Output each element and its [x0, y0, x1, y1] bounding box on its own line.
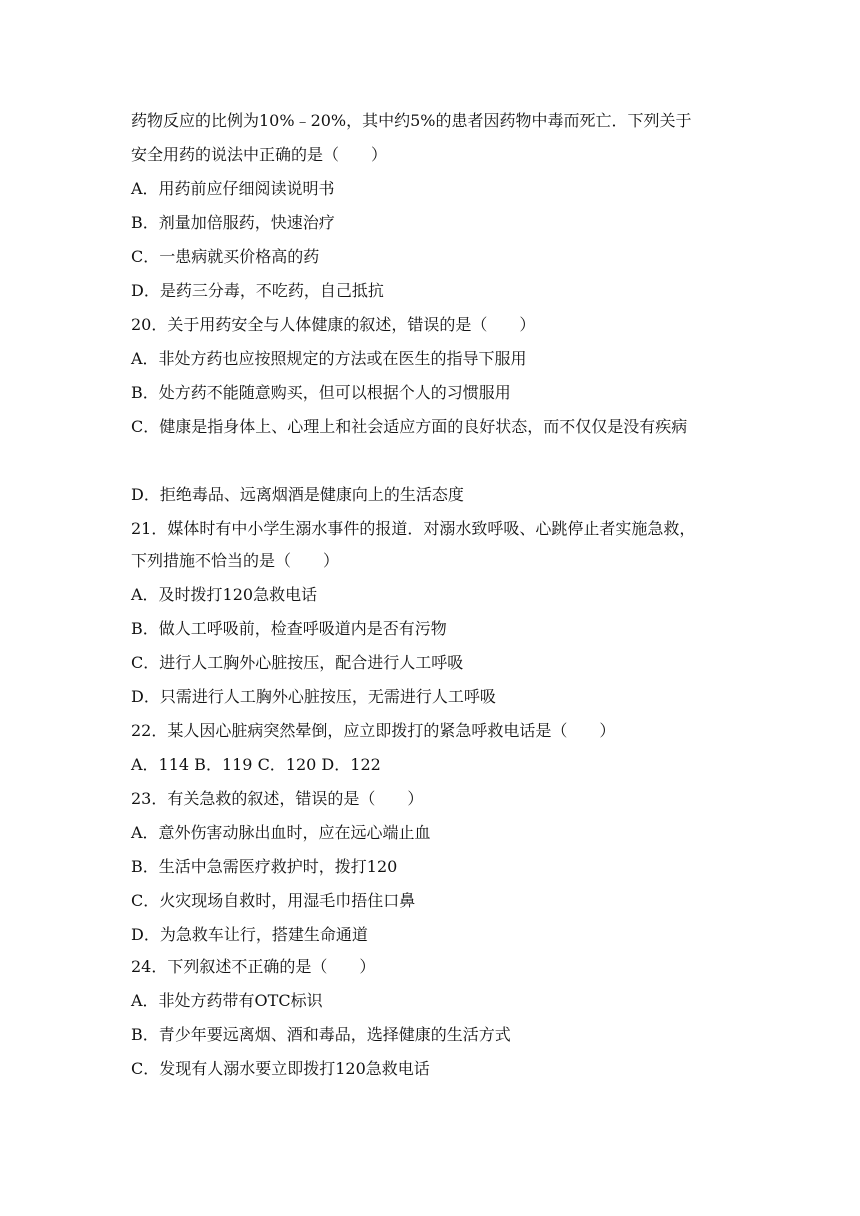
question-line: 23．有关急救的叙述，错误的是（ ） — [131, 789, 424, 808]
option-line: C．进行人工胸外心脏按压，配合进行人工呼吸 — [131, 653, 464, 672]
option-line: A．114 B．119 C．120 D．122 — [131, 755, 381, 774]
option-line: B．青少年要远离烟、酒和毒品，选择健康的生活方式 — [131, 1025, 511, 1044]
option-line: B．剂量加倍服药，快速治疗 — [131, 213, 335, 232]
option-line: A．意外伤害动脉出血时，应在远心端止血 — [131, 823, 431, 842]
option-line: A．非处方药带有OTC标识 — [131, 991, 323, 1010]
option-line: B．处方药不能随意购买，但可以根据个人的习惯服用 — [131, 383, 511, 402]
option-line: C．一患病就买价格高的药 — [131, 247, 320, 266]
text-line: 安全用药的说法中正确的是（ ） — [131, 145, 388, 164]
option-line: D．拒绝毒品、远离烟酒是健康向上的生活态度 — [131, 485, 464, 504]
option-line: C．发现有人溺水要立即拨打120急救电话 — [131, 1059, 430, 1078]
question-line: 20．关于用药安全与人体健康的叙述，错误的是（ ） — [131, 315, 536, 334]
option-line: A．及时拨打120急救电话 — [131, 585, 318, 604]
option-line: D．是药三分毒，不吃药，自己抵抗 — [131, 281, 384, 300]
option-line: D．只需进行人工胸外心脏按压，无需进行人工呼吸 — [131, 687, 496, 706]
option-line: A．非处方药也应按照规定的方法或在医生的指导下服用 — [131, 349, 527, 368]
question-line: 24．下列叙述不正确的是（ ） — [131, 957, 376, 976]
text-line: 下列措施不恰当的是（ ） — [131, 551, 340, 570]
text-line: 药物反应的比例为10%﹣20%，其中约5%的患者因药物中毒而死亡．下列关于 — [131, 111, 692, 130]
option-line: D．为急救车让行，搭建生命通道 — [131, 925, 368, 944]
question-line: 21．媒体时有中小学生溺水事件的报道．对溺水致呼吸、心跳停止者实施急救， — [131, 519, 696, 538]
option-line: A．用药前应仔细阅读说明书 — [131, 179, 335, 198]
option-line: B．做人工呼吸前，检查呼吸道内是否有污物 — [131, 619, 447, 638]
question-line: 22．某人因心脏病突然晕倒，应立即拨打的紧急呼救电话是（ ） — [131, 721, 616, 740]
option-line: B．生活中急需医疗救护时，拨打120 — [131, 857, 398, 876]
option-line: C．健康是指身体上、心理上和社会适应方面的良好状态，而不仅仅是没有疾病 — [131, 417, 688, 436]
option-line: C．火灾现场自救时，用湿毛巾捂住口鼻 — [131, 891, 416, 910]
